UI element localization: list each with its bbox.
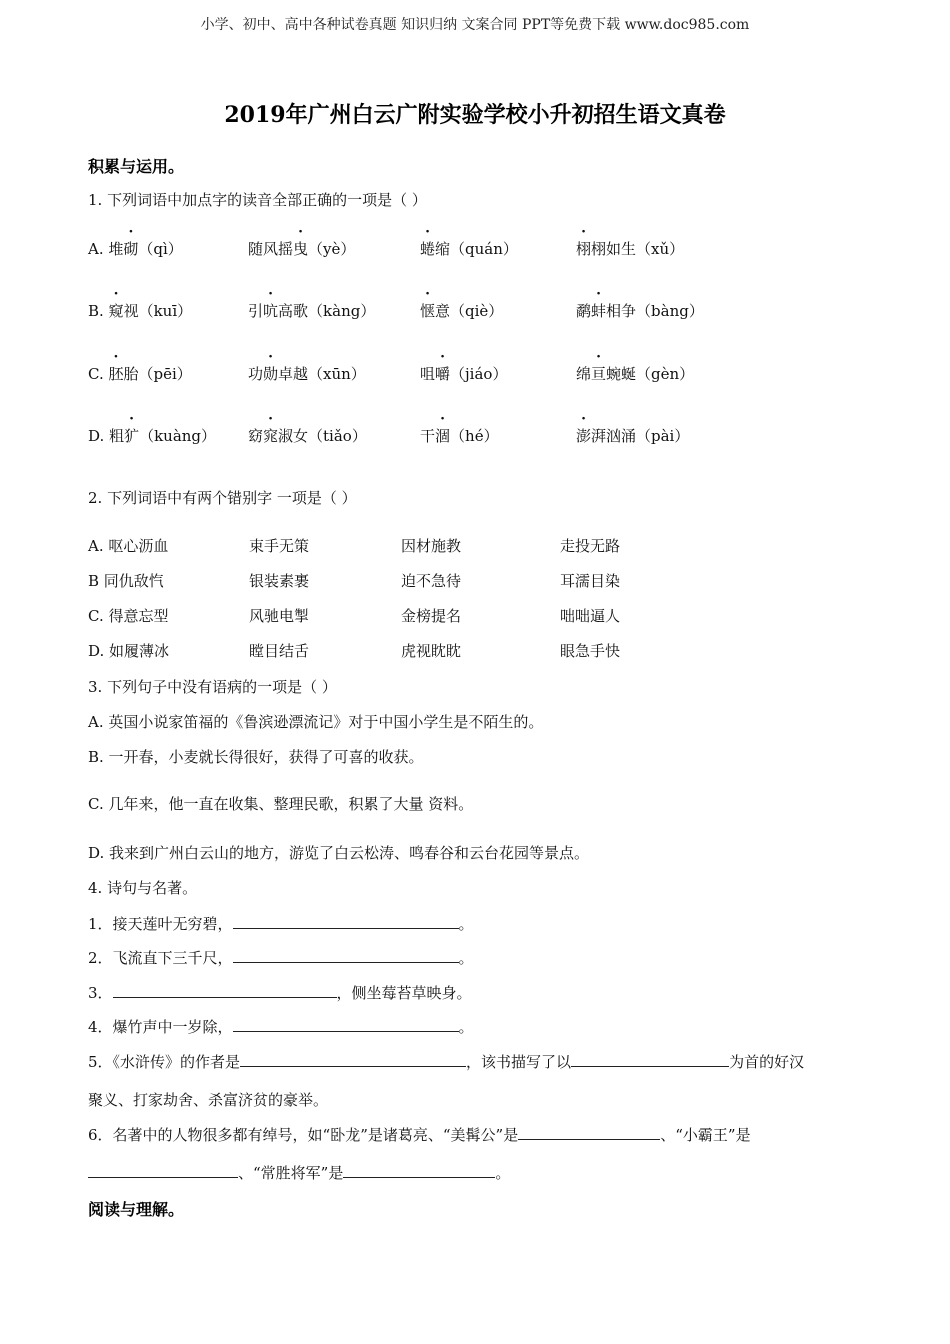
option-text: 咀	[420, 365, 436, 383]
idiom-option-item: 因材施教	[401, 537, 462, 555]
idiom-option-item: A. 呕心沥血	[88, 537, 169, 555]
dotted-character: 曳	[293, 240, 309, 258]
option-text: 淑女（tiǎo）	[278, 427, 367, 445]
idiom-option-item: 走投无路	[560, 537, 621, 555]
idiom-option-item: 束手无策	[249, 537, 310, 555]
pinyin-option-item	[420, 363, 507, 384]
idiom-option-item: 虎视眈眈	[401, 642, 462, 660]
idiom-option-item: 瞠目结舌	[249, 642, 310, 660]
answer-blank[interactable]	[343, 1163, 495, 1178]
option-text: 视（kuī）	[123, 302, 193, 320]
option-text: 粗	[109, 427, 125, 445]
question-3-option-d: D. 我来到广州白云山的地方，游览了白云松涛、鸣春谷和云台花园等景点。	[88, 844, 590, 862]
dotted-character: 涸	[435, 427, 451, 445]
pinyin-option-item	[420, 300, 503, 321]
answer-blank[interactable]	[88, 1163, 238, 1178]
question-3-option-c: C. 几年来，他一直在收集、整理民歌，积累了大量 资料。	[88, 795, 474, 813]
novel-item-6-continued	[88, 1162, 510, 1183]
dotted-character: 犷	[124, 427, 140, 445]
option-text: 湃汹涌（pài）	[591, 427, 690, 445]
novel-item-6-mid: 、“小霸王”是	[660, 1126, 751, 1144]
option-text: 卓越（xūn）	[278, 365, 366, 383]
pinyin-option-item	[248, 300, 375, 321]
poem-item-2	[88, 947, 474, 968]
novel-item-5-continued: 聚义、打家劫舍、杀富济贫的豪举。	[88, 1091, 329, 1109]
dotted-character: 蚌	[591, 302, 607, 320]
poem-item-3-end: ，侧坐莓苔草映身。	[336, 984, 472, 1002]
pinyin-option-item	[420, 425, 499, 446]
option-text: 干	[420, 427, 436, 445]
idiom-option-item: 耳濡目染	[560, 572, 621, 590]
option-text: 引	[248, 302, 264, 320]
option-text: 栩如生（xǔ）	[591, 240, 685, 258]
novel-item-6-end: 。	[495, 1164, 511, 1182]
pinyin-option-item	[88, 425, 216, 446]
option-text: A.	[88, 240, 109, 258]
dotted-character: 栩	[576, 240, 592, 258]
pinyin-option-item	[248, 363, 366, 384]
pinyin-option-item	[576, 300, 704, 321]
section-heading-accumulation: 积累与运用。	[88, 157, 185, 176]
answer-blank[interactable]	[233, 1017, 459, 1032]
question-3-option-a: A. 英国小说家笛福的《鲁滨逊漂流记》对于中国小学生是不陌生的。	[88, 713, 544, 731]
novel-item-5-mid: ，该书描写了以	[466, 1053, 572, 1071]
option-text: （jiáo）	[450, 365, 508, 383]
question-1-stem: 1. 下列词语中加点字的读音全部正确的一项是（ ）	[88, 191, 427, 209]
idiom-option-item: 咄咄逼人	[560, 607, 621, 625]
option-text: 蜿蜒（gèn）	[606, 365, 695, 383]
option-text: C.	[88, 365, 109, 383]
poem-item-1-text: 1．接天莲叶无穷碧，	[88, 915, 233, 933]
pinyin-option-item	[248, 238, 355, 259]
answer-blank[interactable]	[113, 983, 337, 998]
answer-blank[interactable]	[233, 948, 459, 963]
option-text: B.	[88, 302, 109, 320]
option-text: 堆	[108, 240, 124, 258]
option-text: 窈	[248, 427, 264, 445]
novel-item-5-end: 为首的好汉	[729, 1053, 805, 1071]
pinyin-option-item	[88, 238, 183, 259]
option-text: （hé）	[450, 427, 499, 445]
page-header: 小学、初中、高中各种试卷真题 知识归纳 文案合同 PPT等免费下载 www.doc985.com	[200, 17, 750, 33]
poem-item-4-end: 。	[458, 1018, 474, 1036]
poem-item-1-end: 。	[458, 915, 474, 933]
answer-blank[interactable]	[233, 914, 459, 929]
option-text: 相争（bàng）	[606, 302, 704, 320]
idiom-option-item: 金榜提名	[401, 607, 462, 625]
dotted-character: 吭	[263, 302, 279, 320]
novel-item-6	[88, 1124, 751, 1145]
novel-item-6-mid2: 、“常胜将军”是	[238, 1164, 344, 1182]
novel-item-5-text: 5．《水浒传》的作者是	[88, 1053, 241, 1071]
dotted-character: 嚼	[435, 365, 451, 383]
option-text: （yè）	[308, 240, 356, 258]
answer-blank[interactable]	[571, 1052, 729, 1067]
dotted-character: 澎	[576, 427, 592, 445]
pinyin-option-item	[88, 300, 192, 321]
pinyin-option-item	[576, 238, 684, 259]
section-heading-reading: 阅读与理解。	[88, 1200, 185, 1219]
pinyin-option-item	[88, 363, 192, 384]
question-2-stem: 2. 下列词语中有两个错别字 一项是（ ）	[88, 489, 357, 507]
poem-item-2-end: 。	[458, 949, 474, 967]
option-text: 胎（pēi）	[123, 365, 192, 383]
pinyin-option-item	[576, 363, 694, 384]
idiom-option-item: D. 如履薄冰	[88, 642, 170, 660]
option-text: 功	[248, 365, 264, 383]
novel-item-6-text: 6．名著中的人物很多都有绰号，如“卧龙”是诸葛亮、“美髯公”是	[88, 1126, 519, 1144]
answer-blank[interactable]	[518, 1125, 660, 1140]
option-text: （kuàng）	[139, 427, 217, 445]
poem-item-3	[88, 982, 472, 1003]
poem-item-2-text: 2．飞流直下三千尺，	[88, 949, 233, 967]
idiom-option-item: 风驰电掣	[249, 607, 310, 625]
pinyin-option-item	[248, 425, 367, 446]
dotted-character: 蜷	[420, 240, 436, 258]
pinyin-option-item	[420, 238, 518, 259]
page-title: 2019年广州白云广附实验学校小升初招生语文真卷	[224, 102, 726, 128]
dotted-character: 勋	[263, 365, 279, 383]
option-text: 高歌（kàng）	[278, 302, 376, 320]
option-text: 缩（quán）	[435, 240, 518, 258]
option-text: 鹬	[576, 302, 592, 320]
option-text: 意（qiè）	[435, 302, 504, 320]
question-4-stem: 4. 诗句与名著。	[88, 879, 198, 897]
poem-item-4-text: 4．爆竹声中一岁除，	[88, 1018, 233, 1036]
option-text: 随风摇	[248, 240, 294, 258]
question-3-stem: 3. 下列句子中没有语病的一项是（ ）	[88, 678, 337, 696]
question-3-option-b: B. 一开春，小麦就长得很好，获得了可喜的收获。	[88, 748, 424, 766]
answer-blank[interactable]	[240, 1052, 466, 1067]
idiom-option-item: C. 得意忘型	[88, 607, 169, 625]
option-text: D.	[88, 427, 110, 445]
dotted-character: 砌	[123, 240, 139, 258]
dotted-character: 亘	[591, 365, 607, 383]
idiom-option-item: 迫不急待	[401, 572, 462, 590]
pinyin-option-item	[576, 425, 689, 446]
poem-item-3-text: 3．	[88, 984, 113, 1002]
dotted-character: 窥	[108, 302, 124, 320]
option-text: （qì）	[138, 240, 183, 258]
dotted-character: 胚	[108, 365, 124, 383]
idiom-option-item: 银装素裹	[249, 572, 310, 590]
idiom-option-item: 眼急手快	[560, 642, 621, 660]
option-text: 绵	[576, 365, 592, 383]
dotted-character: 惬	[420, 302, 436, 320]
poem-item-1	[88, 913, 474, 934]
novel-item-5	[88, 1051, 804, 1072]
poem-item-4	[88, 1016, 474, 1037]
dotted-character: 窕	[263, 427, 279, 445]
idiom-option-item: B 同仇敌忾	[88, 572, 164, 590]
